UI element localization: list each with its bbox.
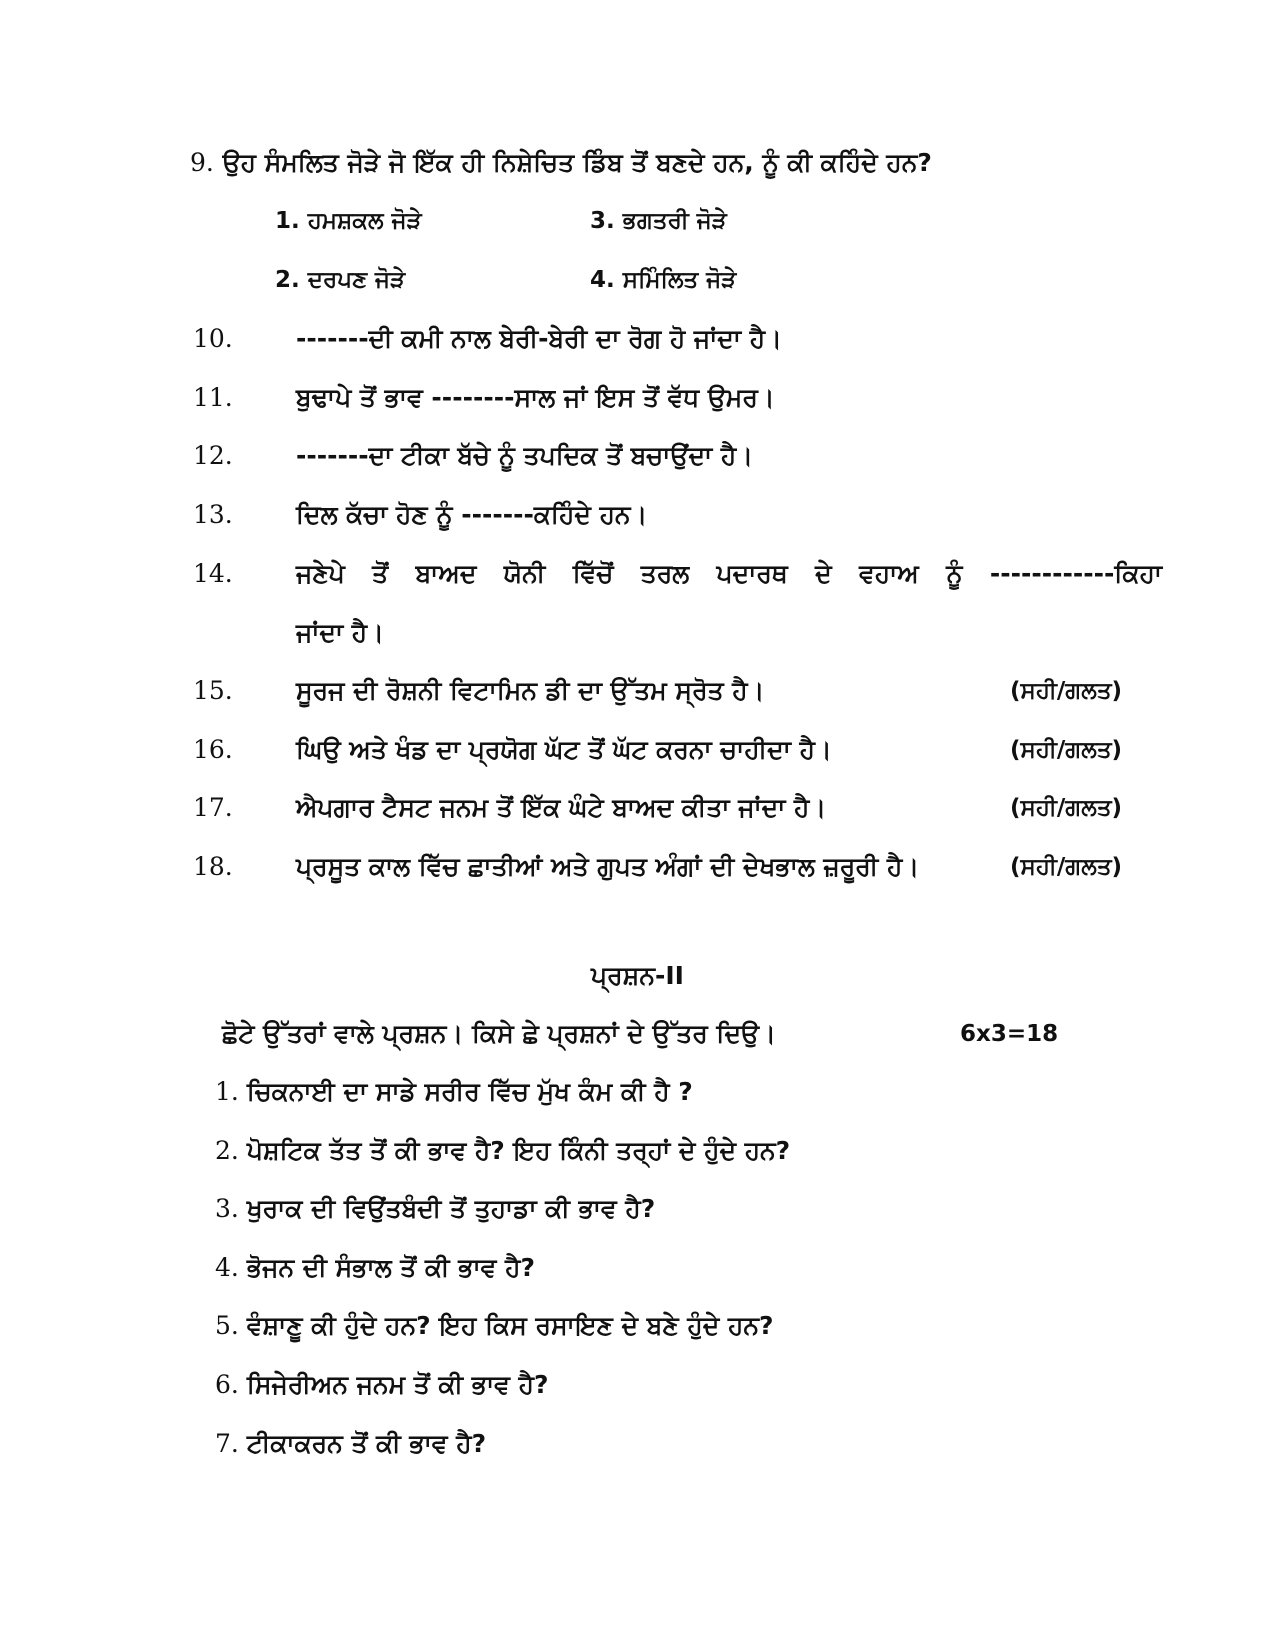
question-text: ਭੋਜਨ ਦੀ ਸੰਭਾਲ ਤੋਂ ਕੀ ਭਾਵ ਹੈ? (246, 1253, 535, 1282)
question-number: 7. (215, 1429, 239, 1458)
true-false-tag: (ਸਹੀ/ਗਲਤ) (1010, 854, 1123, 880)
question-number: 10. (193, 324, 233, 353)
question-number: 9. (190, 148, 214, 177)
option-1: 1. ਹਮਸ਼ਕਲ ਜੋੜੇ (275, 208, 422, 234)
question-number: 6. (215, 1370, 239, 1399)
section-instruction: ਛੋਟੇ ਉੱਤਰਾਂ ਵਾਲੇ ਪ੍ਰਸ਼ਨ। ਕਿਸੇ ਛੇ ਪ੍ਰਸ਼ਨਾਂ ਦੇ ਉੱਤਰ ਦਿਉ। (222, 1019, 776, 1048)
short-question-4 (215, 1250, 535, 1286)
question-text: ਐਪਗਾਰ ਟੈਸਟ ਜਨਮ ਤੋਂ ਇੱਕ ਘੰਟੇ ਬਾਅਦ ਕੀਤਾ ਜਾਂਦਾ ਹੈ। (296, 793, 827, 822)
question-text: ਚਿਕਨਾਈ ਦਾ ਸਾਡੇ ਸਰੀਰ ਵਿੱਚ ਮੁੱਖ ਕੰਮ ਕੀ ਹੈ ? (246, 1077, 693, 1106)
question-number: 5. (215, 1311, 239, 1340)
question-number: 13. (193, 500, 233, 529)
question-number: 14. (193, 559, 233, 588)
option-4: 4. ਸਮਿੰਲਿਤ ਜੋੜੇ (590, 267, 737, 293)
question-number: 17. (193, 793, 233, 822)
question-number: 1. (215, 1077, 239, 1106)
question-number: 18. (193, 852, 233, 881)
question-text: ਪ੍ਰਸੂਤ ਕਾਲ ਵਿੱਚ ਛਾਤੀਆਂ ਅਤੇ ਗੁਪਤ ਅੰਗਾਂ ਦੀ ਦੇਖਭਾਲ ਜ਼ਰੂਰੀ ਹੈ। (296, 852, 920, 881)
option-2: 2. ਦਰਪਣ ਜੋੜੇ (275, 267, 406, 293)
question-text: ਘਿਉ ਅਤੇ ਖੰਡ ਦਾ ਪ੍ਰਯੋਗ ਘੱਟ ਤੋਂ ਘੱਟ ਕਰਨਾ ਚਾਹੀਦਾ ਹੈ। (296, 735, 832, 764)
question-number: 2. (215, 1136, 239, 1165)
question-text: ਟੀਕਾਕਰਨ ਤੋਂ ਕੀ ਭਾਵ ਹੈ? (246, 1429, 487, 1458)
section-marks: 6x3=18 (960, 1021, 1059, 1047)
question-text: -------ਦਾ ਟੀਕਾ ਬੱਚੇ ਨੂੰ ਤਪਦਿਕ ਤੋਂ ਬਚਾਉਂਦਾ ਹੈ। (296, 441, 754, 470)
question-number: 16. (193, 735, 233, 764)
true-false-tag: (ਸਹੀ/ਗਲਤ) (1010, 678, 1123, 704)
question-text: ਪੋਸ਼ਟਿਕ ਤੱਤ ਤੋਂ ਕੀ ਭਾਵ ਹੈ? ਇਹ ਕਿੰਨੀ ਤਰ੍ਹਾਂ ਦੇ ਹੁੰਦੇ ਹਨ? (246, 1136, 791, 1165)
question-text: ਸਿਜੇਰੀਅਨ ਜਨਮ ਤੋਂ ਕੀ ਭਾਵ ਹੈ? (246, 1370, 549, 1399)
short-question-1 (215, 1074, 693, 1110)
section-heading: ਪ੍ਰਸ਼ਨ-II (591, 961, 684, 990)
short-question-7 (215, 1426, 486, 1462)
question-text: ਖੁਰਾਕ ਦੀ ਵਿਉਂਤਬੰਦੀ ਤੋਂ ਤੁਹਾਡਾ ਕੀ ਭਾਵ ਹੈ? (246, 1194, 656, 1223)
question-9 (190, 145, 932, 181)
question-number: 4. (215, 1253, 239, 1282)
question-text: ਬੁਢਾਪੇ ਤੋਂ ਭਾਵ --------ਸਾਲ ਜਾਂ ਇਸ ਤੋਂ ਵੱਧ ਉਮਰ। (296, 383, 775, 412)
question-text: ਦਿਲ ਕੱਚਾ ਹੋਣ ਨੂੰ -------ਕਹਿੰਦੇ ਹਨ। (296, 500, 648, 529)
question-number: 12. (193, 441, 233, 470)
true-false-tag: (ਸਹੀ/ਗਲਤ) (1010, 737, 1123, 763)
option-3: 3. ਭਗਤਰੀ ਜੋੜੇ (590, 208, 727, 234)
question-text: ਉਹ ਸੰਮਲਿਤ ਜੋੜੇ ਜੋ ਇੱਕ ਹੀ ਨਿਸ਼ੇਚਿਤ ਡਿੰਬ ਤੋਂ ਬਣਦੇ ਹਨ, ਨੂੰ ਕੀ ਕਹਿੰਦੇ ਹਨ? (222, 148, 932, 177)
question-text-line1: ਜਣੇਪੇ ਤੋਂ ਬਾਅਦ ਯੋਨੀ ਵਿੱਚੋਂ ਤਰਲ ਪਦਾਰਥ ਦੇ ਵਹਾਅ ਨੂੰ ------------ਕਿਹਾ (296, 559, 1162, 588)
question-number: 3. (215, 1194, 239, 1223)
question-text-line2: ਜਾਂਦਾ ਹੈ। (296, 618, 385, 647)
short-question-3 (215, 1191, 655, 1227)
question-text: -------ਦੀ ਕਮੀ ਨਾਲ ਬੇਰੀ-ਬੇਰੀ ਦਾ ਰੋਗ ਹੋ ਜਾਂਦਾ ਹੈ। (296, 324, 782, 353)
question-text: ਵੰਸ਼ਾਣੂ ਕੀ ਹੁੰਦੇ ਹਨ? ਇਹ ਕਿਸ ਰਸਾਇਣ ਦੇ ਬਣੇ ਹੁੰਦੇ ਹਨ? (246, 1311, 774, 1340)
question-number: 11. (193, 383, 233, 412)
question-text: ਸੂਰਜ ਦੀ ਰੋਸ਼ਨੀ ਵਿਟਾਮਿਨ ਡੀ ਦਾ ਉੱਤਮ ਸ੍ਰੋਤ ਹੈ। (296, 676, 765, 705)
short-question-6 (215, 1367, 548, 1403)
short-question-5 (215, 1308, 773, 1344)
short-question-2 (215, 1133, 790, 1169)
true-false-tag: (ਸਹੀ/ਗਲਤ) (1010, 795, 1123, 821)
question-number: 15. (193, 676, 233, 705)
